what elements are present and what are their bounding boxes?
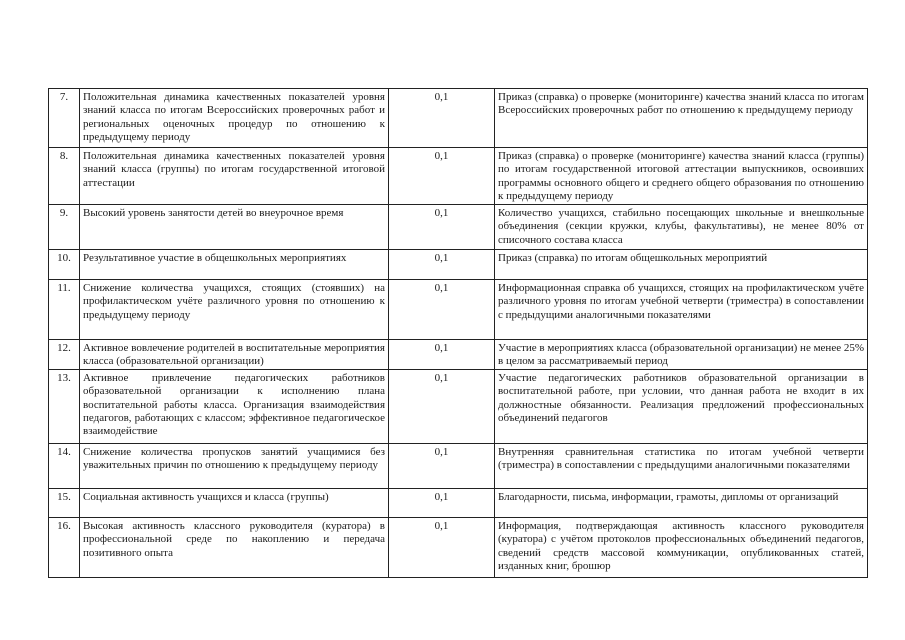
points-cell: 0,1	[389, 89, 495, 148]
indicator-cell	[80, 444, 389, 489]
indicator-text: Снижение количества пропусков занятий учащимися без уважительных причин по отношению к предыдущему периоду	[83, 446, 385, 472]
document-text: Количество учащихся, стабильно посещающих школьные и внешкольные объединения (секции кружки, клубы, факультативы), не менее 80% от списочного состава класса	[498, 207, 864, 246]
points-cell: 0,1	[389, 444, 495, 489]
document-text: Участие педагогических работников образовательной организации в воспитательной работе, при условии, что данная работа не входит в их должностные обязанности. Реализация предложений профессиональных объединений педагогов	[498, 372, 864, 424]
indicator-cell	[80, 489, 389, 518]
criteria-table	[48, 88, 868, 578]
row-number: 16.	[49, 518, 80, 578]
row-number: 7.	[49, 89, 80, 148]
indicator-cell	[80, 148, 389, 205]
document-text: Информационная справка об учащихся, стоящих на профилактическом учёте различного уровня по итогам учебной четверти (триместра) в сопоставлении с предыдущими аналогичными показателями	[498, 282, 864, 321]
table-row	[49, 148, 868, 205]
points-cell: 0,1	[389, 148, 495, 205]
indicator-text: Активное привлечение педагогических работников образовательной организации к исполнению плана воспитательной работы класса. Организация взаимодействия педагогов, работающих с классом; эффективное педагогическое взаимодействие	[83, 372, 385, 438]
indicator-cell	[80, 370, 389, 444]
indicator-cell	[80, 250, 389, 280]
document-cell	[495, 444, 868, 489]
table-row	[49, 280, 868, 340]
document-text: Благодарности, письма, информации, грамоты, дипломы от организаций	[498, 491, 839, 503]
document-cell	[495, 205, 868, 250]
indicator-cell	[80, 280, 389, 340]
indicator-text: Высокая активность классного руководителя (куратора) в профессиональной среде по накоплению и передача позитивного опыта	[83, 520, 385, 559]
table-row	[49, 340, 868, 370]
document-text: Приказ (справка) по итогам общешкольных мероприятий	[498, 252, 768, 264]
document-text: Приказ (справка) о проверке (мониторинге) качества знаний класса по итогам Всероссийских проверочных работ по отношению к предыдущему периоду	[498, 91, 864, 117]
indicator-text: Высокий уровень занятости детей во внеурочное время	[83, 207, 344, 219]
indicator-text: Результативное участие в общешкольных мероприятиях	[83, 252, 347, 264]
document-cell	[495, 148, 868, 205]
document-text: Информация, подтверждающая активность классного руководителя (куратора) с учётом протоколов профессиональных объединений педагогов, сведений средств массовой коммуникации, опубликованных статей, изданных книг, брошюр	[498, 520, 864, 572]
row-number: 9.	[49, 205, 80, 250]
table-row	[49, 370, 868, 444]
indicator-cell	[80, 518, 389, 578]
table-row	[49, 489, 868, 518]
indicator-cell	[80, 340, 389, 370]
indicator-text: Социальная активность учащихся и класса (группы)	[83, 491, 329, 503]
table-row	[49, 89, 868, 148]
row-number: 13.	[49, 370, 80, 444]
points-cell: 0,1	[389, 518, 495, 578]
row-number: 12.	[49, 340, 80, 370]
table-row	[49, 205, 868, 250]
indicator-text: Снижение количества учащихся, стоящих (стоявших) на профилактическом учёте различного уровня по отношению к предыдущему периоду	[83, 282, 385, 321]
document-cell	[495, 518, 868, 578]
document-cell	[495, 280, 868, 340]
document-text: Участие в мероприятиях класса (образовательной организации) не менее 25% в целом за рассматриваемый период	[498, 342, 864, 368]
document-cell	[495, 370, 868, 444]
table-row	[49, 444, 868, 489]
document-cell	[495, 489, 868, 518]
row-number: 11.	[49, 280, 80, 340]
document-cell	[495, 340, 868, 370]
row-number: 10.	[49, 250, 80, 280]
document-cell	[495, 250, 868, 280]
indicator-text: Активное вовлечение родителей в воспитательные мероприятия класса (образовательной организации)	[83, 342, 385, 368]
points-cell: 0,1	[389, 370, 495, 444]
points-cell: 0,1	[389, 250, 495, 280]
table-row	[49, 250, 868, 280]
row-number: 14.	[49, 444, 80, 489]
row-number: 8.	[49, 148, 80, 205]
indicator-cell	[80, 89, 389, 148]
indicator-cell	[80, 205, 389, 250]
indicator-text: Положительная динамика качественных показателей уровня знаний класса (группы) по итогам государственной итоговой аттестации	[83, 150, 385, 189]
points-cell: 0,1	[389, 205, 495, 250]
indicator-text: Положительная динамика качественных показателей уровня знаний класса по итогам Всероссийских проверочных работ и региональных оценочных процедур по отношению к предыдущему периоду	[83, 91, 385, 143]
document-cell	[495, 89, 868, 148]
points-cell: 0,1	[389, 340, 495, 370]
document-text: Приказ (справка) о проверке (мониторинге) качества знаний класса (группы) по итогам государственной итоговой аттестации выпускников, освоивших программы основного общего и среднего общего образования по отношению к предыдущему периоду	[498, 150, 864, 202]
table-row	[49, 518, 868, 578]
points-cell: 0,1	[389, 489, 495, 518]
document-text: Внутренняя сравнительная статистика по итогам учебной четверти (триместра) в сопоставлении с предыдущими аналогичными показателями	[498, 446, 864, 472]
row-number: 15.	[49, 489, 80, 518]
points-cell: 0,1	[389, 280, 495, 340]
